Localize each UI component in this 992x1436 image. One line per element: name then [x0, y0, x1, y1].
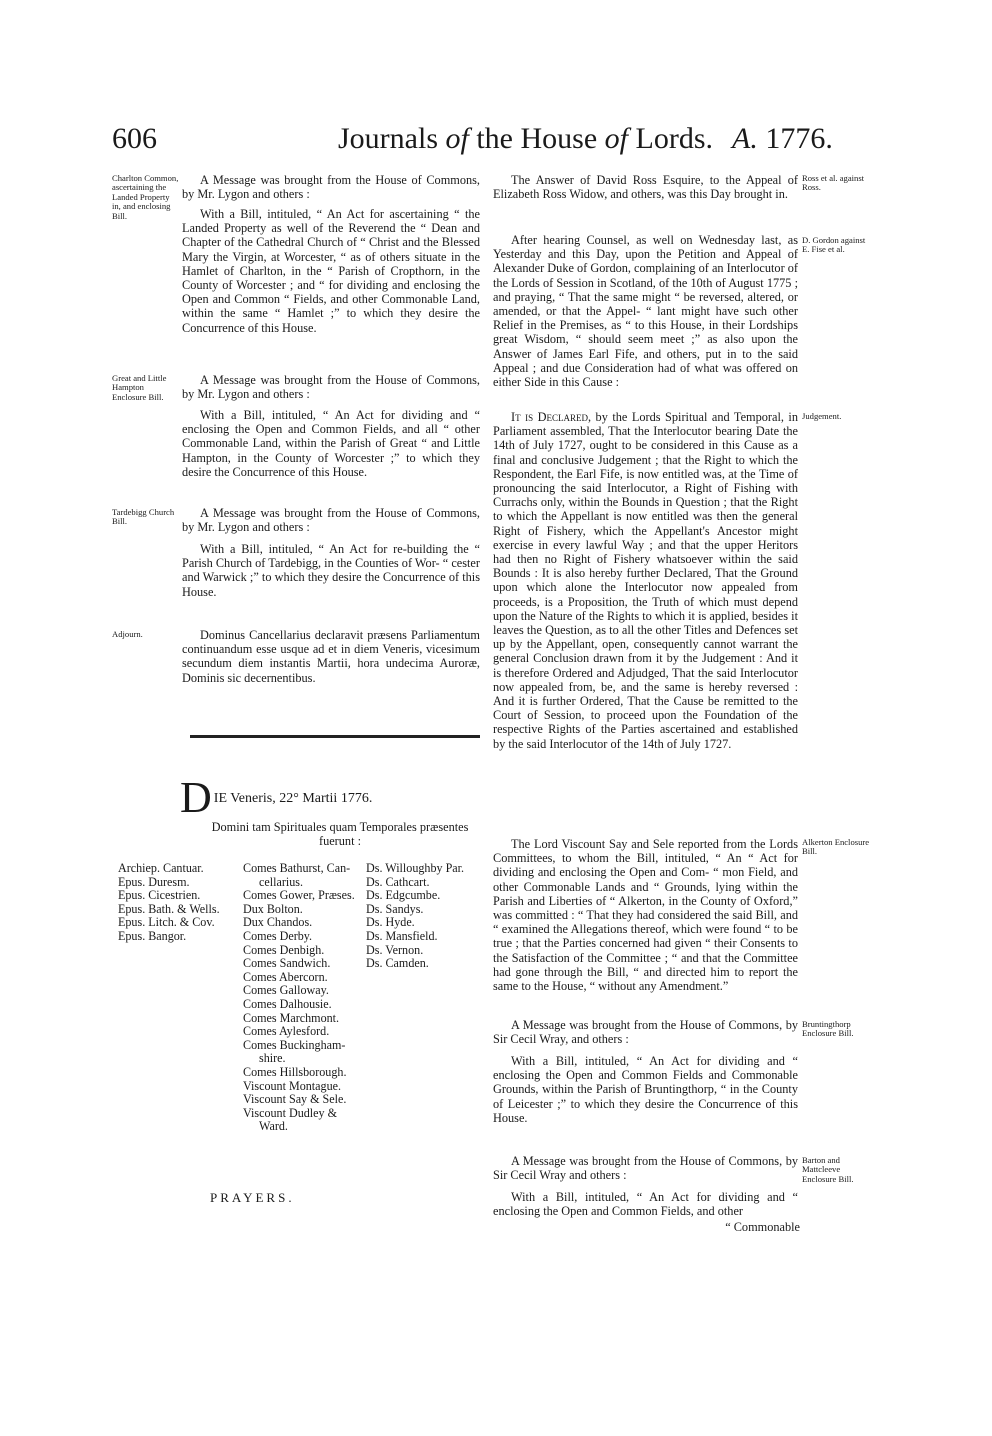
left-message-1: A Message was brought from the House of Commons, by Mr. Lygon and others :: [182, 173, 480, 202]
drop-cap: D: [180, 773, 212, 822]
page-year: A. 1776.: [732, 122, 833, 155]
right-gordon-appeal: After hearing Counsel, as well on Wednesday last, as Yesterday and this Day, upon the Petition and Appeal of Alexander Duke of Gordon, complaining of an Interlocutor of the Lords of Session in Scotland, of the 10th of August 1775 ; and praying, “ That the same might “ be reversed, altered, or amended, or that the Appel- “ lant might have such other Relief in the Premises, as “ to this House, in their Lordships great Wisdom, “ should seem meet ;” as also upon the Answer of James Earl Fife, and others, put in to the said Appeal ; and due Consideration had of what was offered on either Side in this Cause :: [493, 233, 798, 390]
list-item: Epus. Cicestrien.: [118, 888, 201, 903]
section-divider: [190, 735, 480, 738]
margin-note-hampton: Great and Little Hampton Enclosure Bill.: [112, 373, 167, 402]
right-ross-answer: The Answer of David Ross Esquire, to the Appeal of Elizabeth Ross Widow, and others, was this Day brought in.: [493, 173, 798, 202]
list-item: Comes Dalhousie.: [243, 996, 332, 1011]
list-item: Comes Marchmont.: [243, 1010, 340, 1025]
list-item: Epus. Litch. & Cov.: [118, 915, 215, 930]
prayers-heading: PRAYERS.: [210, 1190, 295, 1205]
margin-note-ross: Ross et al. against Ross.: [802, 173, 865, 193]
list-item: Comes Sandwich.: [243, 956, 331, 971]
catchword: “ Commonable: [725, 1220, 800, 1234]
list-item: Ds. Camden.: [366, 956, 429, 971]
list-item: Viscount Say & Sele.: [243, 1092, 347, 1107]
list-item: Ds. Hyde.: [366, 915, 415, 930]
list-item: Comes Bathurst, Can-: [243, 861, 351, 875]
right-judgement: It is Declared, by the Lords Spiritual and Temporal, in Parliament assembled, That the Interlocutor bearing Date the 14th of July 1727, ought to be considered in this Cause as a final and conclusive Judgement ; that the Right to which the Respondent, the Earl Fife, is now entitled was, at the Time of pronouncing the said Interlocutor, a Right of Fishing with Currachs only, within the Bounds in Question ; that the Right to which the Appellant is now entitled was then the general Right of Fishery, which the Appellant's Ancestor might exercise in every lawful Way ; and that the upper Heritors had then no Right of Fishery whatsoever within the said Bounds : It is also hereby further Declared, That the Ground upon which alone the Interlocutor now appealed from proceeds, is a Proposition, the Truth of which must depend upon the Nature of the Rights to which it is applied, besides it leaves the Question, as to all the other Titles and Defences set up by the Appellant, open, consequently cannot warrant the general Conclusion drawn from it by the Judgement : And it is therefore Ordered and Adjudged, That the said Interlocutor now appealed from, be, and the same is hereby reversed : And it is further Ordered, That the Cause be remitted to the Court of Session, to proceed upon the Foundation of the respective Rights of the Parties ascertained and established by the said Interlocutor of the 14th of July 1727.: [493, 410, 798, 751]
page-number: 606: [112, 122, 157, 155]
attendance-list-bishops: [118, 862, 220, 944]
margin-note-barton: Barton and Mattcleeve Enclosure Bill.: [802, 1155, 854, 1184]
list-item: Ds. Edgcumbe.: [366, 888, 441, 903]
list-item: Comes Derby.: [243, 928, 313, 943]
margin-note-charlton: Charlton Common, ascertaining the Landed Property in, and enclosing Bill.: [112, 173, 179, 221]
list-item: Archiep. Cantuar.: [118, 861, 204, 875]
margin-note-alkerton: Alkerton Enclosure Bill.: [802, 837, 870, 857]
right-bill-barton: With a Bill, intituled, “ An Act for dividing and “ enclosing the Open and Common Fields, and other: [493, 1190, 798, 1219]
list-item: Comes Abercorn.: [243, 969, 328, 984]
list-item: Dux Bolton.: [243, 901, 303, 916]
list-item: Ds. Mansfield.: [366, 928, 438, 943]
left-message-2: A Message was brought from the House of Commons, by Mr. Lygon and others :: [182, 373, 480, 402]
list-item: Ds. Vernon.: [366, 942, 424, 957]
attendance-list-peers: [243, 862, 355, 1134]
margin-note-gordon: D. Gordon against E. Fise et al.: [802, 235, 866, 255]
list-item: Viscount Dudley &: [243, 1105, 337, 1120]
list-item: Epus. Bangor.: [118, 928, 187, 943]
list-item: Viscount Montague.: [243, 1078, 342, 1093]
list-item: Comes Galloway.: [243, 983, 329, 998]
day-heading: DIE Veneris, 22° Martii 1776.: [180, 773, 373, 822]
list-item: Ds. Willoughby Par.: [366, 861, 465, 875]
right-message-2: A Message was brought from the House of Commons, by Sir Cecil Wray and others :: [493, 1154, 798, 1183]
list-item: Epus. Duresm.: [118, 874, 190, 889]
page-title: Journals of the House of Lords.: [338, 122, 713, 155]
list-item: Ds. Sandys.: [366, 901, 424, 916]
list-item: shire.: [259, 1051, 286, 1066]
list-item: Comes Aylesford.: [243, 1024, 330, 1039]
attendance-list-barons: [366, 862, 464, 971]
left-adjournment: Dominus Cancellarius declaravit præsens Parliamentum continuandum esse usque ad et in diem Veneris, vicesimum secundum diem instantis Martii, hora undecima Auroræ, Dominis sic decernentibus.: [182, 628, 480, 685]
list-item: Dux Chandos.: [243, 915, 313, 930]
list-item: Epus. Bath. & Wells.: [118, 901, 220, 916]
list-item: Comes Denbigh.: [243, 942, 325, 957]
list-item: Comes Hillsborough.: [243, 1064, 347, 1079]
right-message-1: A Message was brought from the House of Commons, by Sir Cecil Wray, and others :: [493, 1018, 798, 1047]
attendance-heading: Domini tam Spirituales quam Temporales præsentes fuerunt :: [211, 820, 469, 848]
right-alkerton-report: The Lord Viscount Say and Sele reported from the Lords Committees, to whom the Bill, intituled, “ An “ Act for dividing and enclosing the Open and Com- “ mon Field, and other Commonable Lands and “ Grounds, lying within the Parish and Liberties of “ Alkerton, in the County of Oxford,” was committed : “ That they had considered the said Bill, and “ examined the Allegations thereof, which were found “ to be true ; that the Parties concerned had given “ their Consents to the Satisfaction of the Committee ; “ and that the Committee had gone through the Bill, “ and directed him to report the same to the House, “ without any Amendment.”: [493, 837, 798, 994]
list-item: Comes Gower, Præses.: [243, 888, 355, 903]
list-item: Ds. Cathcart.: [366, 874, 430, 889]
margin-note-adjourn: Adjourn.: [112, 629, 143, 639]
margin-note-bruntingthorp: Bruntingthorp Enclosure Bill.: [802, 1019, 854, 1039]
margin-note-judgement: Judgement.: [802, 411, 842, 421]
list-item: Comes Buckingham-: [243, 1037, 346, 1052]
left-message-3: A Message was brought from the House of Commons, by Mr. Lygon and others :: [182, 506, 480, 535]
list-item: cellarius.: [259, 874, 303, 889]
left-bill-hampton: With a Bill, intituled, “ An Act for dividing and “ enclosing the Open and Common Fields, and all “ other Commonable Land, within the Parish of Great “ and Little Hampton, in the County of Worcester ;” to which they desire the Concurrence of this House.: [182, 408, 480, 479]
right-bill-bruntingthorp: With a Bill, intituled, “ An Act for dividing and “ enclosing the Open and Common Fields and Commonable Grounds, within the Parish of Bruntingthorp, “ in the County of Leicester ;” to which they desire the Concurrence of this House.: [493, 1054, 798, 1125]
margin-note-tardebigg: Tardebigg Church Bill.: [112, 507, 175, 527]
left-bill-tardebigg: With a Bill, intituled, “ An Act for re-building the “ Parish Church of Tardebigg, in the Counties of Wor- “ cester and Warwick ;” to which they desire the Concurrence of this House.: [182, 542, 480, 599]
list-item: Ward.: [259, 1119, 288, 1134]
left-bill-charlton: With a Bill, intituled, “ An Act for ascertaining “ the Landed Property as well of the Reverend the “ Dean and Chapter of the Cathedral Church of “ Christ and the Blessed Mary the Virgin, at Worcester, “ as of others situate in the Hamlet of Charlton, in the “ Parish of Cropthorn, in the County of Worcester ; and “ for dividing and enclosing the Open and Common “ Fields, and other Commonable Land, within the same “ Hamlet ;” to which they desire the Concurrence of this House.: [182, 207, 480, 335]
